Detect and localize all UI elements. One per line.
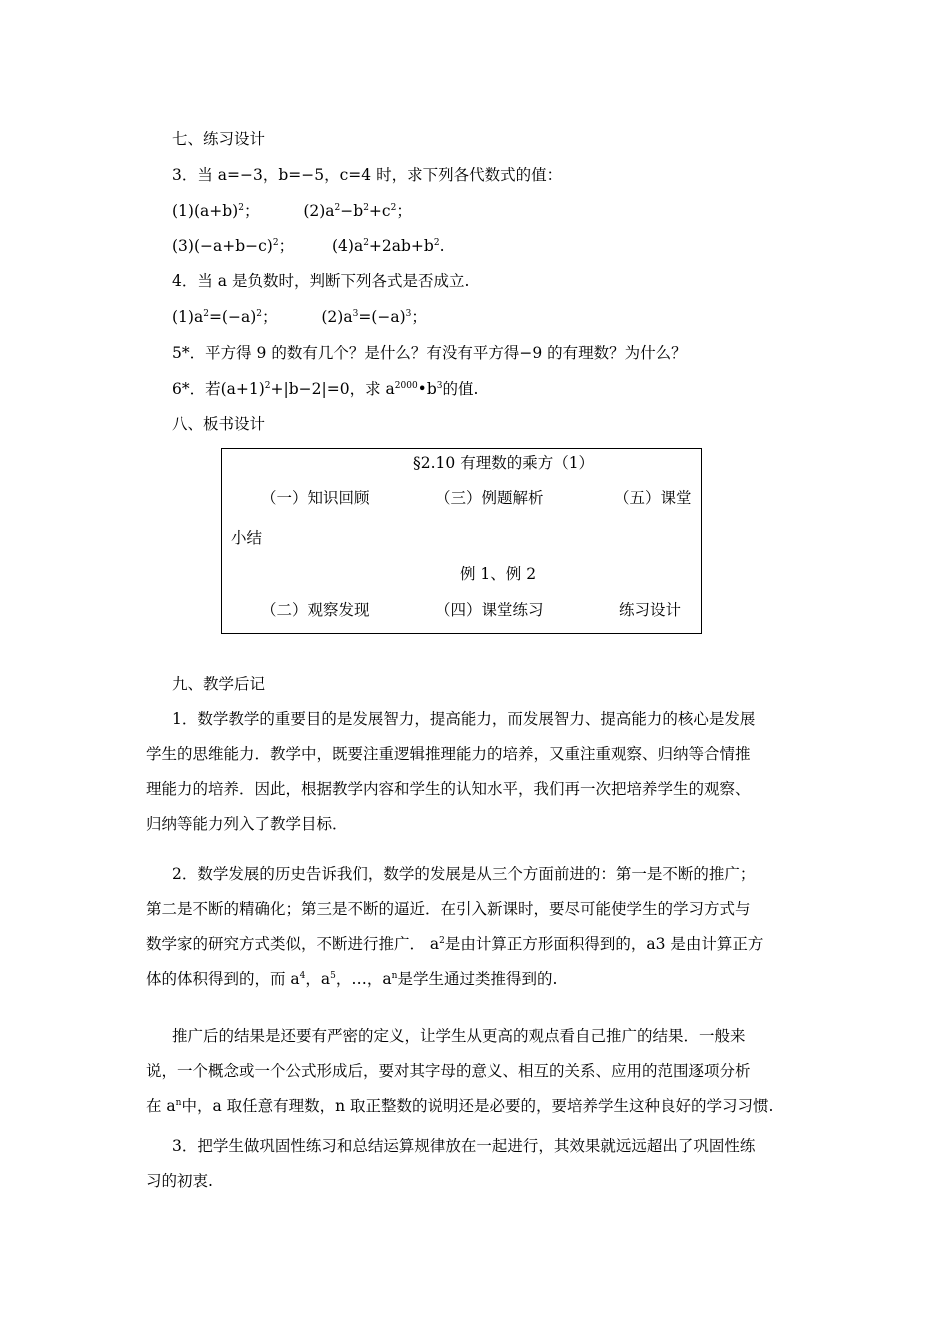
- paragraph-line: 数学家的研究方式类似，不断进行推广． $a^2$是由计算正方形面积得到的，a3 是由计算正方: [146, 935, 764, 953]
- question-4-items: $(1)a^2=(-a)^2$； $(2)a^3=(-a)^3$；: [172, 308, 427, 326]
- paragraph-line: 第二是不断的精确化；第三是不断的逼近．在引入新课时，要尽可能使学生的学习方式与: [146, 900, 751, 918]
- board-title: §2.10 有理数的乘方（1）: [413, 454, 595, 472]
- paragraph-line: 3．把学生做巩固性练习和总结运算规律放在一起进行，其效果就远远超出了巩固性练: [172, 1137, 756, 1155]
- board-item-5-cont: 小结: [231, 529, 263, 547]
- paragraph-line: 在 $a^n$中，a 取任意有理数，n 取正整数的说明还是必要的，要培养学生这种良好的学习习惯.: [146, 1097, 774, 1115]
- paragraph-line: 体的体积得到的，而 $a^4$，$a^5$，…，$a^n$是学生通过类推得到的.: [146, 970, 558, 988]
- question-4: 4．当 a 是负数时，判断下列各式是否成立.: [172, 272, 470, 290]
- paragraph-line: 推广后的结果是还要有严密的定义，让学生从更高的观点看自己推广的结果．一般来: [172, 1027, 746, 1045]
- reflection-paragraph-2: [146, 857, 812, 997]
- paragraph-line: 1．数学教学的重要目的是发展智力，提高能力，而发展智力、提高能力的核心是发展: [172, 710, 756, 728]
- reflection-paragraph-4: [146, 1129, 812, 1199]
- paragraph-line: 归纳等能力列入了教学目标．: [146, 815, 348, 833]
- question-3-items-3-4: $(3)(-a+b-c)^2$； $(4)a^2+2ab+b^2$.: [172, 237, 445, 255]
- board-item-6: 练习设计: [619, 601, 682, 619]
- section-7-heading: 七、练习设计: [172, 130, 266, 148]
- question-6: 6*．若$(a+1)^2+|b-2|=0$，求 $a^{2000}•b^3$的值.: [172, 380, 479, 398]
- section-8-heading: 八、板书设计: [172, 415, 266, 433]
- section-9-heading: 九、教学后记: [172, 675, 266, 693]
- board-examples: 例 1、例 2: [460, 565, 537, 583]
- paragraph-line: 2．数学发展的历史告诉我们，数学的发展是从三个方面前进的：第一是不断的推广；: [172, 865, 756, 883]
- paragraph-line: 习的初衷.: [146, 1172, 213, 1190]
- board-item-5: （五）课堂: [614, 489, 692, 507]
- board-item-1: （一）知识回顾: [261, 489, 370, 507]
- question-5: 5*．平方得 9 的数有几个？是什么？有没有平方得−9 的有理数？为什么？: [172, 344, 687, 362]
- board-item-2: （二）观察发现: [261, 601, 370, 619]
- question-3: 3．当 a=−3，b=−5，c=4 时，求下列各代数式的值：: [172, 166, 563, 184]
- paragraph-line: 理能力的培养．因此，根据教学内容和学生的认知水平，我们再一次把培养学生的观察、: [146, 780, 751, 798]
- blackboard-design-box: [221, 448, 702, 634]
- question-3-items-1-2: $(1)(a+b)^2$； $(2)a^2-b^2+c^2$；: [172, 202, 412, 220]
- board-item-4: （四）课堂练习: [435, 601, 544, 619]
- paragraph-line: 说，一个概念或一个公式形成后，要对其字母的意义、相互的关系、应用的范围逐项分析: [146, 1062, 751, 1080]
- board-item-3: （三）例题解析: [435, 489, 544, 507]
- paragraph-line: 学生的思维能力．教学中，既要注重逻辑推理能力的培养，又重注重观察、归纳等合情推: [146, 745, 751, 763]
- reflection-paragraph-1: [146, 702, 812, 842]
- reflection-paragraph-3: [146, 1019, 812, 1124]
